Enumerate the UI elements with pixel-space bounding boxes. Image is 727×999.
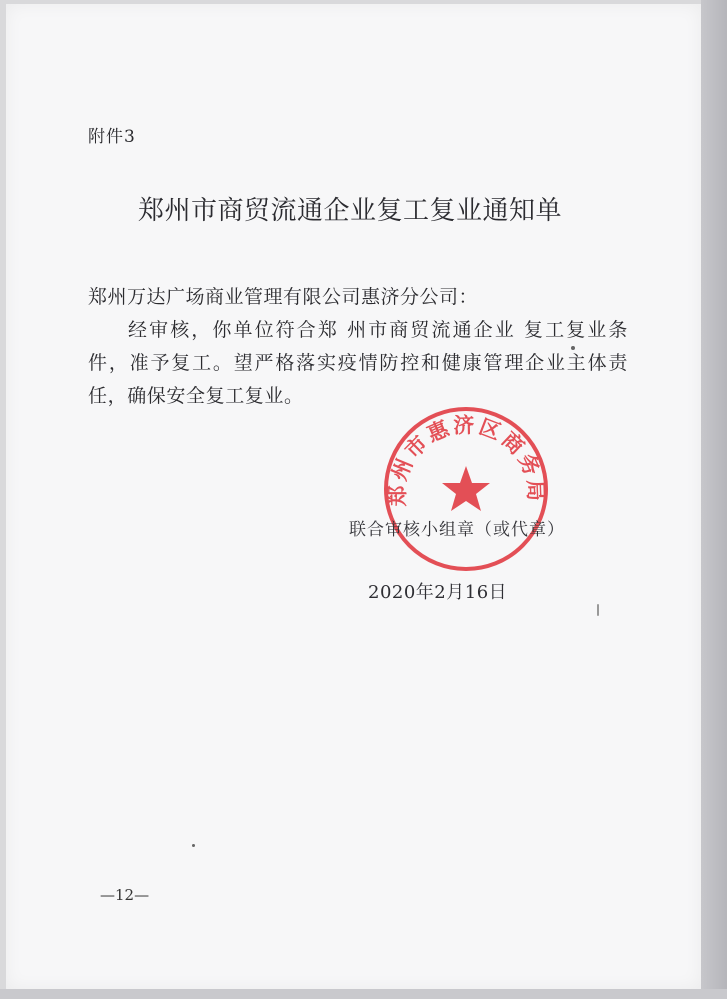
scan-speck	[597, 604, 599, 616]
scan-speck	[571, 346, 575, 350]
official-seal-icon	[381, 404, 551, 574]
addressee: 郑州万达广场商业管理有限公司惠济分公司：	[88, 286, 479, 308]
attachment-label: 附件3	[88, 127, 136, 147]
page-number: —12—	[100, 886, 150, 904]
signature-date: 2020年2月16日	[368, 582, 508, 603]
body-paragraph: 经审核，你单位符合郑 州市商贸流通企业 复工复业条件，准予复工。望严格落实疫情防控和健康管理企业主体责任，确保安全复工复业。	[88, 319, 628, 407]
page-edge-bottom	[0, 989, 727, 999]
signature-group: 联合审核小组章（或代章）	[349, 520, 565, 540]
seal-star-icon	[442, 466, 490, 511]
document-page	[6, 4, 701, 989]
page-edge-right	[701, 0, 727, 999]
seal-text: 郑州市惠济区商务局	[385, 413, 548, 507]
scan-speck	[192, 844, 195, 847]
document-title: 郑州市商贸流通企业复工复业通知单	[138, 196, 563, 226]
